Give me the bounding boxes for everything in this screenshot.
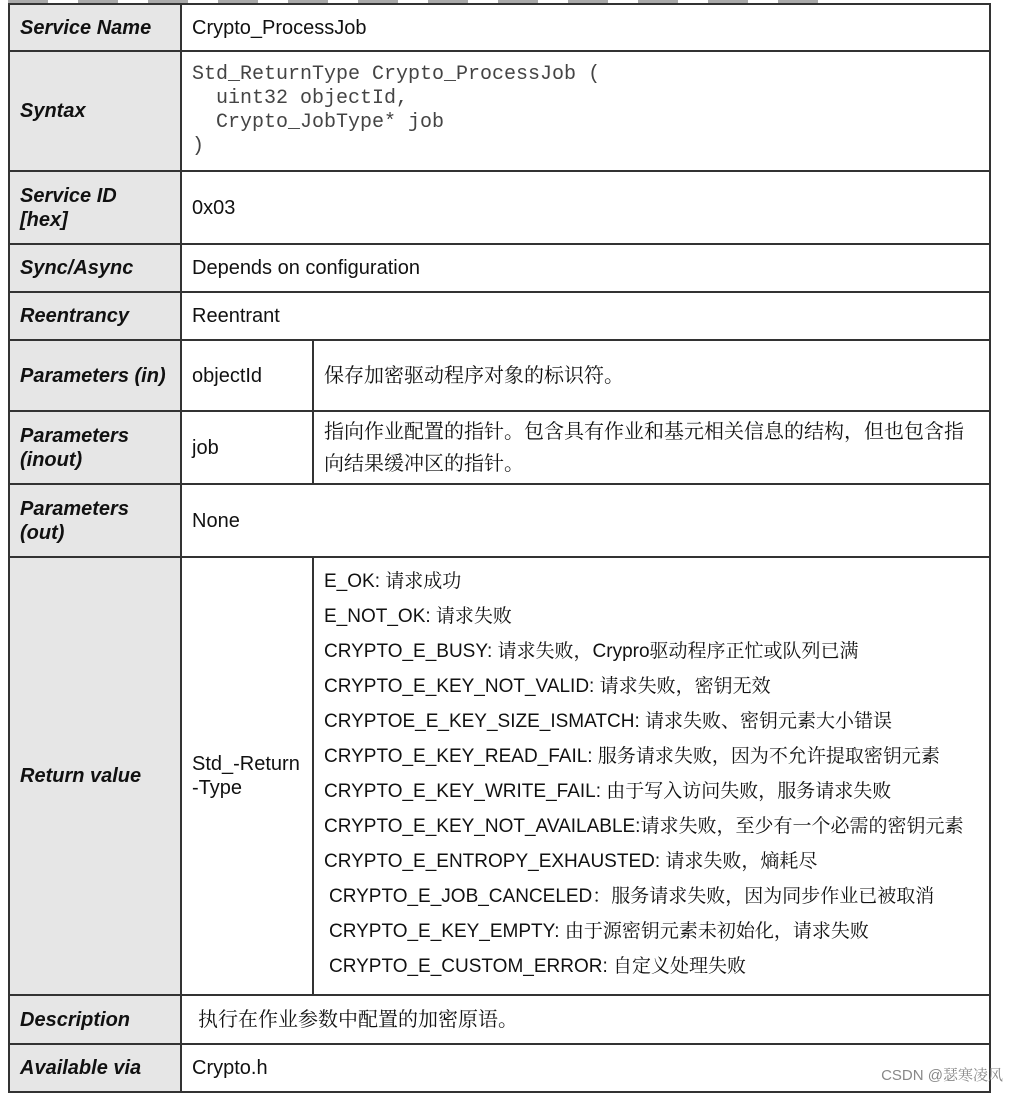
row-description [9, 995, 990, 1044]
return-code-busy: CRYPTO_E_BUSY: 请求失败，Crypro驱动程序正忙或队列已满 [324, 641, 859, 662]
row-parameters-out [9, 484, 990, 557]
value-parameters-out: None [181, 484, 990, 557]
value-reentrancy: Reentrant [181, 292, 990, 340]
value-syntax [181, 51, 990, 171]
row-syntax [9, 51, 990, 171]
label-parameters-out: Parameters (out) [9, 484, 181, 557]
value-service-name: Crypto_ProcessJob [181, 4, 990, 51]
label-description: Description [9, 995, 181, 1044]
label-syntax: Syntax [9, 51, 181, 171]
return-code-key-read-fail: CRYPTO_E_KEY_READ_FAIL: 服务请求失败，因为不允许提取密钥元素 [324, 746, 940, 767]
label-available-via: Available via [9, 1044, 181, 1092]
row-parameters-inout [9, 411, 990, 484]
return-code-job-canceled: CRYPTO_E_JOB_CANCELED：服务请求失败，因为同步作业已被取消 [329, 886, 935, 907]
label-return-value: Return value [9, 557, 181, 995]
return-code-key-empty: CRYPTO_E_KEY_EMPTY: 由于源密钥元素未初始化，请求失败 [329, 921, 869, 942]
syntax-line: ) [192, 135, 205, 158]
value-sync-async: Depends on configuration [181, 244, 990, 292]
param-in-desc: 保存加密驱动程序对象的标识符。 [313, 340, 990, 411]
value-service-id: 0x03 [181, 171, 990, 244]
label-reentrancy: Reentrancy [9, 292, 181, 340]
return-code-e-not-ok: E_NOT_OK: 请求失败 [324, 606, 512, 627]
return-code-key-write-fail: CRYPTO_E_KEY_WRITE_FAIL: 由于写入访问失败，服务请求失败 [324, 781, 892, 802]
value-available-via: Crypto.h [181, 1044, 990, 1092]
label-service-name: Service Name [9, 4, 181, 51]
syntax-line: Std_ReturnType Crypto_ProcessJob ( [192, 63, 601, 86]
label-parameters-inout: Parameters (inout) [9, 411, 181, 484]
row-sync-async [9, 244, 990, 292]
label-parameters-in: Parameters (in) [9, 340, 181, 411]
return-code-key-size-mismatch: CRYPTOE_E_KEY_SIZE_ISMATCH: 请求失败、密钥元素大小错误 [324, 711, 892, 732]
watermark: CSDN @瑟寒凌风 [881, 1067, 1003, 1084]
param-in-name: objectId [181, 340, 313, 411]
row-return-value [9, 557, 990, 995]
row-available-via [9, 1044, 990, 1092]
return-code-key-not-available: CRYPTO_E_KEY_NOT_AVAILABLE:请求失败，至少有一个必需的密钥元素 [324, 816, 964, 837]
row-service-id [9, 171, 990, 244]
return-code-key-not-valid: CRYPTO_E_KEY_NOT_VALID: 请求失败，密钥无效 [324, 676, 771, 697]
return-code-entropy-exhausted: CRYPTO_E_ENTROPY_EXHAUSTED: 请求失败，熵耗尽 [324, 851, 818, 872]
row-reentrancy [9, 292, 990, 340]
param-inout-desc: 指向作业配置的指针。包含具有作业和基元相关信息的结构，但也包含指向结果缓冲区的指针。 [313, 411, 990, 484]
return-code-e-ok: E_OK: 请求成功 [324, 571, 462, 592]
service-spec-table [8, 3, 991, 1093]
syntax-line: uint32 objectId, [192, 87, 409, 110]
label-service-id: Service ID [hex] [9, 171, 181, 244]
value-description: 执行在作业参数中配置的加密原语。 [181, 995, 990, 1044]
row-parameters-in [9, 340, 990, 411]
return-type: Std_-Return-Type [181, 557, 313, 995]
row-service-name [9, 4, 990, 51]
return-code-custom-error: CRYPTO_E_CUSTOM_ERROR: 自定义处理失败 [329, 956, 747, 977]
syntax-line: Crypto_JobType* job [192, 111, 445, 134]
label-sync-async: Sync/Async [9, 244, 181, 292]
return-value-list [313, 557, 990, 995]
param-inout-name: job [181, 411, 313, 484]
